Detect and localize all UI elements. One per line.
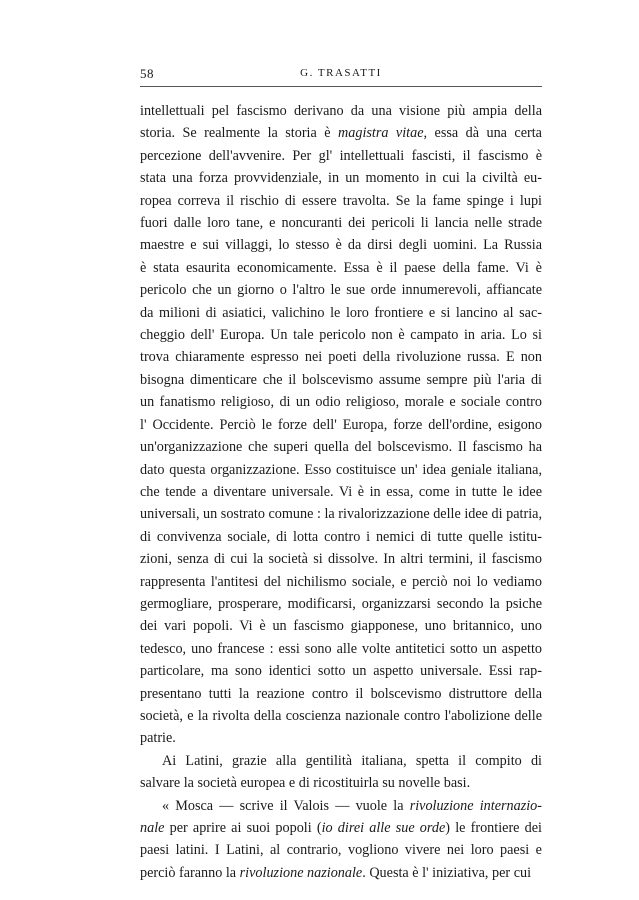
text-line: ropea correva il rischio di essere travolta. Se la fame spinge i lupi <box>140 192 542 209</box>
text-line: germogliare, prosperare, modificarsi, organizzarsi secondo la psiche <box>140 595 542 612</box>
text-line: di convivenza sociale, di lotta contro i nemici di tutte quelle istitu- <box>140 528 542 545</box>
text-line: un fanatismo religioso, di un odio religioso, morale e sociale contro <box>140 394 542 411</box>
body-text <box>140 100 542 884</box>
text-line: zioni, senza di cui la società si dissolve. In altri termini, il fascismo <box>140 551 542 568</box>
text-line: percezione dell'avvenire. Per gl' intellettuali fascisti, il fascismo è <box>140 147 542 164</box>
text-line: l' Occidente. Perciò le forze dell' Europa, forze dell'ordine, esigono <box>140 416 542 433</box>
header-rule <box>140 86 542 87</box>
text-line: bisogna dimenticare che il bolscevismo assume sempre più l'aria di <box>140 371 542 388</box>
page-header <box>140 66 542 82</box>
page-number: 58 <box>140 66 154 81</box>
text-line: particolare, ma sono identici sotto un aspetto universale. Essi rap- <box>140 663 542 680</box>
italic-phrase: rivoluzione nazionale <box>239 864 363 881</box>
text-line: salvare la società europea e di ricostituirla su novelle basi. <box>140 775 471 792</box>
running-head: G. TRASATTI <box>300 67 382 79</box>
text-line: dei vari popoli. Vi è un fascismo giapponese, uno britannico, uno <box>140 618 542 635</box>
text-line: intellettuali pel fascismo derivano da una visione più ampia della <box>140 103 542 119</box>
text-line: cheggio dell' Europa. Un tale pericolo non è campato in aria. Lo si <box>140 327 542 344</box>
text-line: rappresenta l'antitesi del nichilismo sociale, e perciò noi lo vediamo <box>140 573 542 590</box>
text-line: « Mosca — scrive il Valois — vuole la rivoluzione internazio- <box>162 797 542 814</box>
text-line: maestre e sui villaggi, lo stesso è da dirsi degli uomini. La Russia <box>140 237 542 254</box>
text-line: pericolo che un giorno o l'altro le sue orde innumerevoli, affiancate <box>140 282 542 299</box>
text-line: che tende a diventare universale. Vi è in essa, come in tutte le idee <box>140 483 542 500</box>
text-line: patrie. <box>140 730 176 747</box>
text-line: società, e la rivolta della coscienza nazionale contro l'abolizione delle <box>140 707 542 724</box>
text-line: presentano tutti la reazione contro il bolscevismo distruttore della <box>140 685 542 702</box>
italic-phrase: io direi alle sue orde <box>321 820 446 836</box>
text-line: trova chiaramente espresso nei poeti della rivoluzione russa. E non <box>140 349 542 366</box>
text-line: fuori dalle loro tane, e noncuranti dei pericoli li lancia nelle strade <box>140 215 542 232</box>
text-line: stata una forza provvidenziale, in un momento in cui la civiltà eu- <box>140 170 542 187</box>
italic-phrase: magistra vitae <box>338 125 424 142</box>
text-line: paesi latini. I Latini, al contrario, vogliono vivere nei loro paesi e <box>140 842 542 859</box>
italic-phrase: rivoluzione internazio- <box>409 797 542 814</box>
text-line: storia. Se realmente la storia è magistra vitae, essa dà una certa <box>140 125 542 142</box>
text-line: da milioni di asiatici, valichino le loro frontiere e si lancino al sac- <box>140 304 542 321</box>
text-line: un'organizzazione che superi quella del bolscevismo. Il fascismo ha <box>140 439 542 456</box>
text-line: Ai Latini, grazie alla gentilità italiana, spetta il compito di <box>162 752 542 769</box>
text-line: è stata esaurita economicamente. Essa è il paese della fame. Vi è <box>140 259 542 276</box>
text-line: universali, un sostrato comune : la rivalorizzazione delle idee di patria, <box>140 506 542 523</box>
text-line: tedesco, uno francese : essi sono alle volte antitetici sotto un aspetto <box>140 640 542 657</box>
text-line: perciò faranno la rivoluzione nazionale. Questa è l' iniziativa, per cui <box>140 864 532 881</box>
text-line: nale per aprire ai suoi popoli (io direi alle sue orde) le frontiere dei <box>140 820 542 836</box>
italic-phrase: nale <box>140 820 165 836</box>
text-line: dato questa organizzazione. Esso costituisce un' idea geniale italiana, <box>140 461 542 478</box>
